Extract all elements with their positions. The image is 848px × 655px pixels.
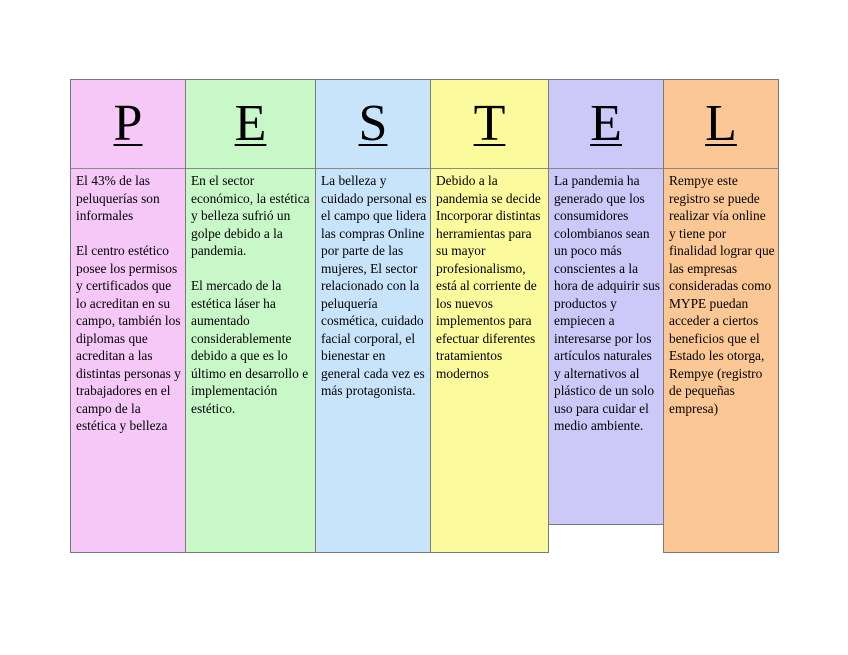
column-economic bbox=[185, 79, 316, 553]
column-header bbox=[186, 80, 315, 169]
column-header bbox=[316, 80, 430, 169]
letter-t: T bbox=[473, 95, 506, 152]
column-legal bbox=[663, 79, 779, 553]
column-political bbox=[70, 79, 186, 553]
column-technological bbox=[430, 79, 549, 553]
column-social bbox=[315, 79, 431, 553]
column-header bbox=[549, 80, 663, 169]
letter-p: P bbox=[113, 95, 143, 152]
column-text: La belleza y cuidado personal es el campo que lidera las compras Online por parte de las mujeres, El sector relacionado con la peluquería cosmética, cuidado facial corporal, el bienestar en general cada vez es más protagonista. bbox=[321, 173, 427, 398]
letter-l: L bbox=[705, 95, 737, 152]
letter-e-economic: E bbox=[234, 95, 267, 152]
column-text: El 43% de las peluquerías son informales El centro estético posee los permisos y certificados que lo acreditan en su campo, también los diplomas que acreditan a las distintas personas y trabajadores en el campo de la estética y belleza bbox=[76, 173, 181, 433]
letter-s: S bbox=[358, 95, 388, 152]
column-text: En el sector económico, la estética y belleza sufrió un golpe debido a la pandemia. El mercado de la estética láser ha aumentado considerablemente debido a que es lo último en desarrollo e implementación estético. bbox=[191, 173, 310, 416]
column-text: Debido a la pandemia se decide Incorporar distintas herramientas para su mayor profesionalismo, está al corriente de los nuevos implementos para efectuar diferentes tratamientos modernos bbox=[436, 173, 541, 381]
column-header bbox=[431, 80, 548, 169]
column-header bbox=[71, 80, 185, 169]
letter-e-ecological: E bbox=[590, 95, 622, 152]
column-header bbox=[664, 80, 778, 169]
column-text: Rempye este registro se puede realizar vía online y tiene por finalidad lograr que las empresas consideradas como MYPE puedan acceder a ciertos beneficios que el Estado les otorga, Rempye (registro de pequeñas empresa) bbox=[669, 173, 775, 416]
column-text: La pandemia ha generado que los consumidores colombianos sean un poco más conscientes a la hora de adquirir sus productos y empiecen a interesarse por los artículos naturales y alternativos al plástico de un solo uso para cuidar el medio ambiente. bbox=[554, 173, 660, 433]
column-ecological bbox=[548, 79, 664, 525]
